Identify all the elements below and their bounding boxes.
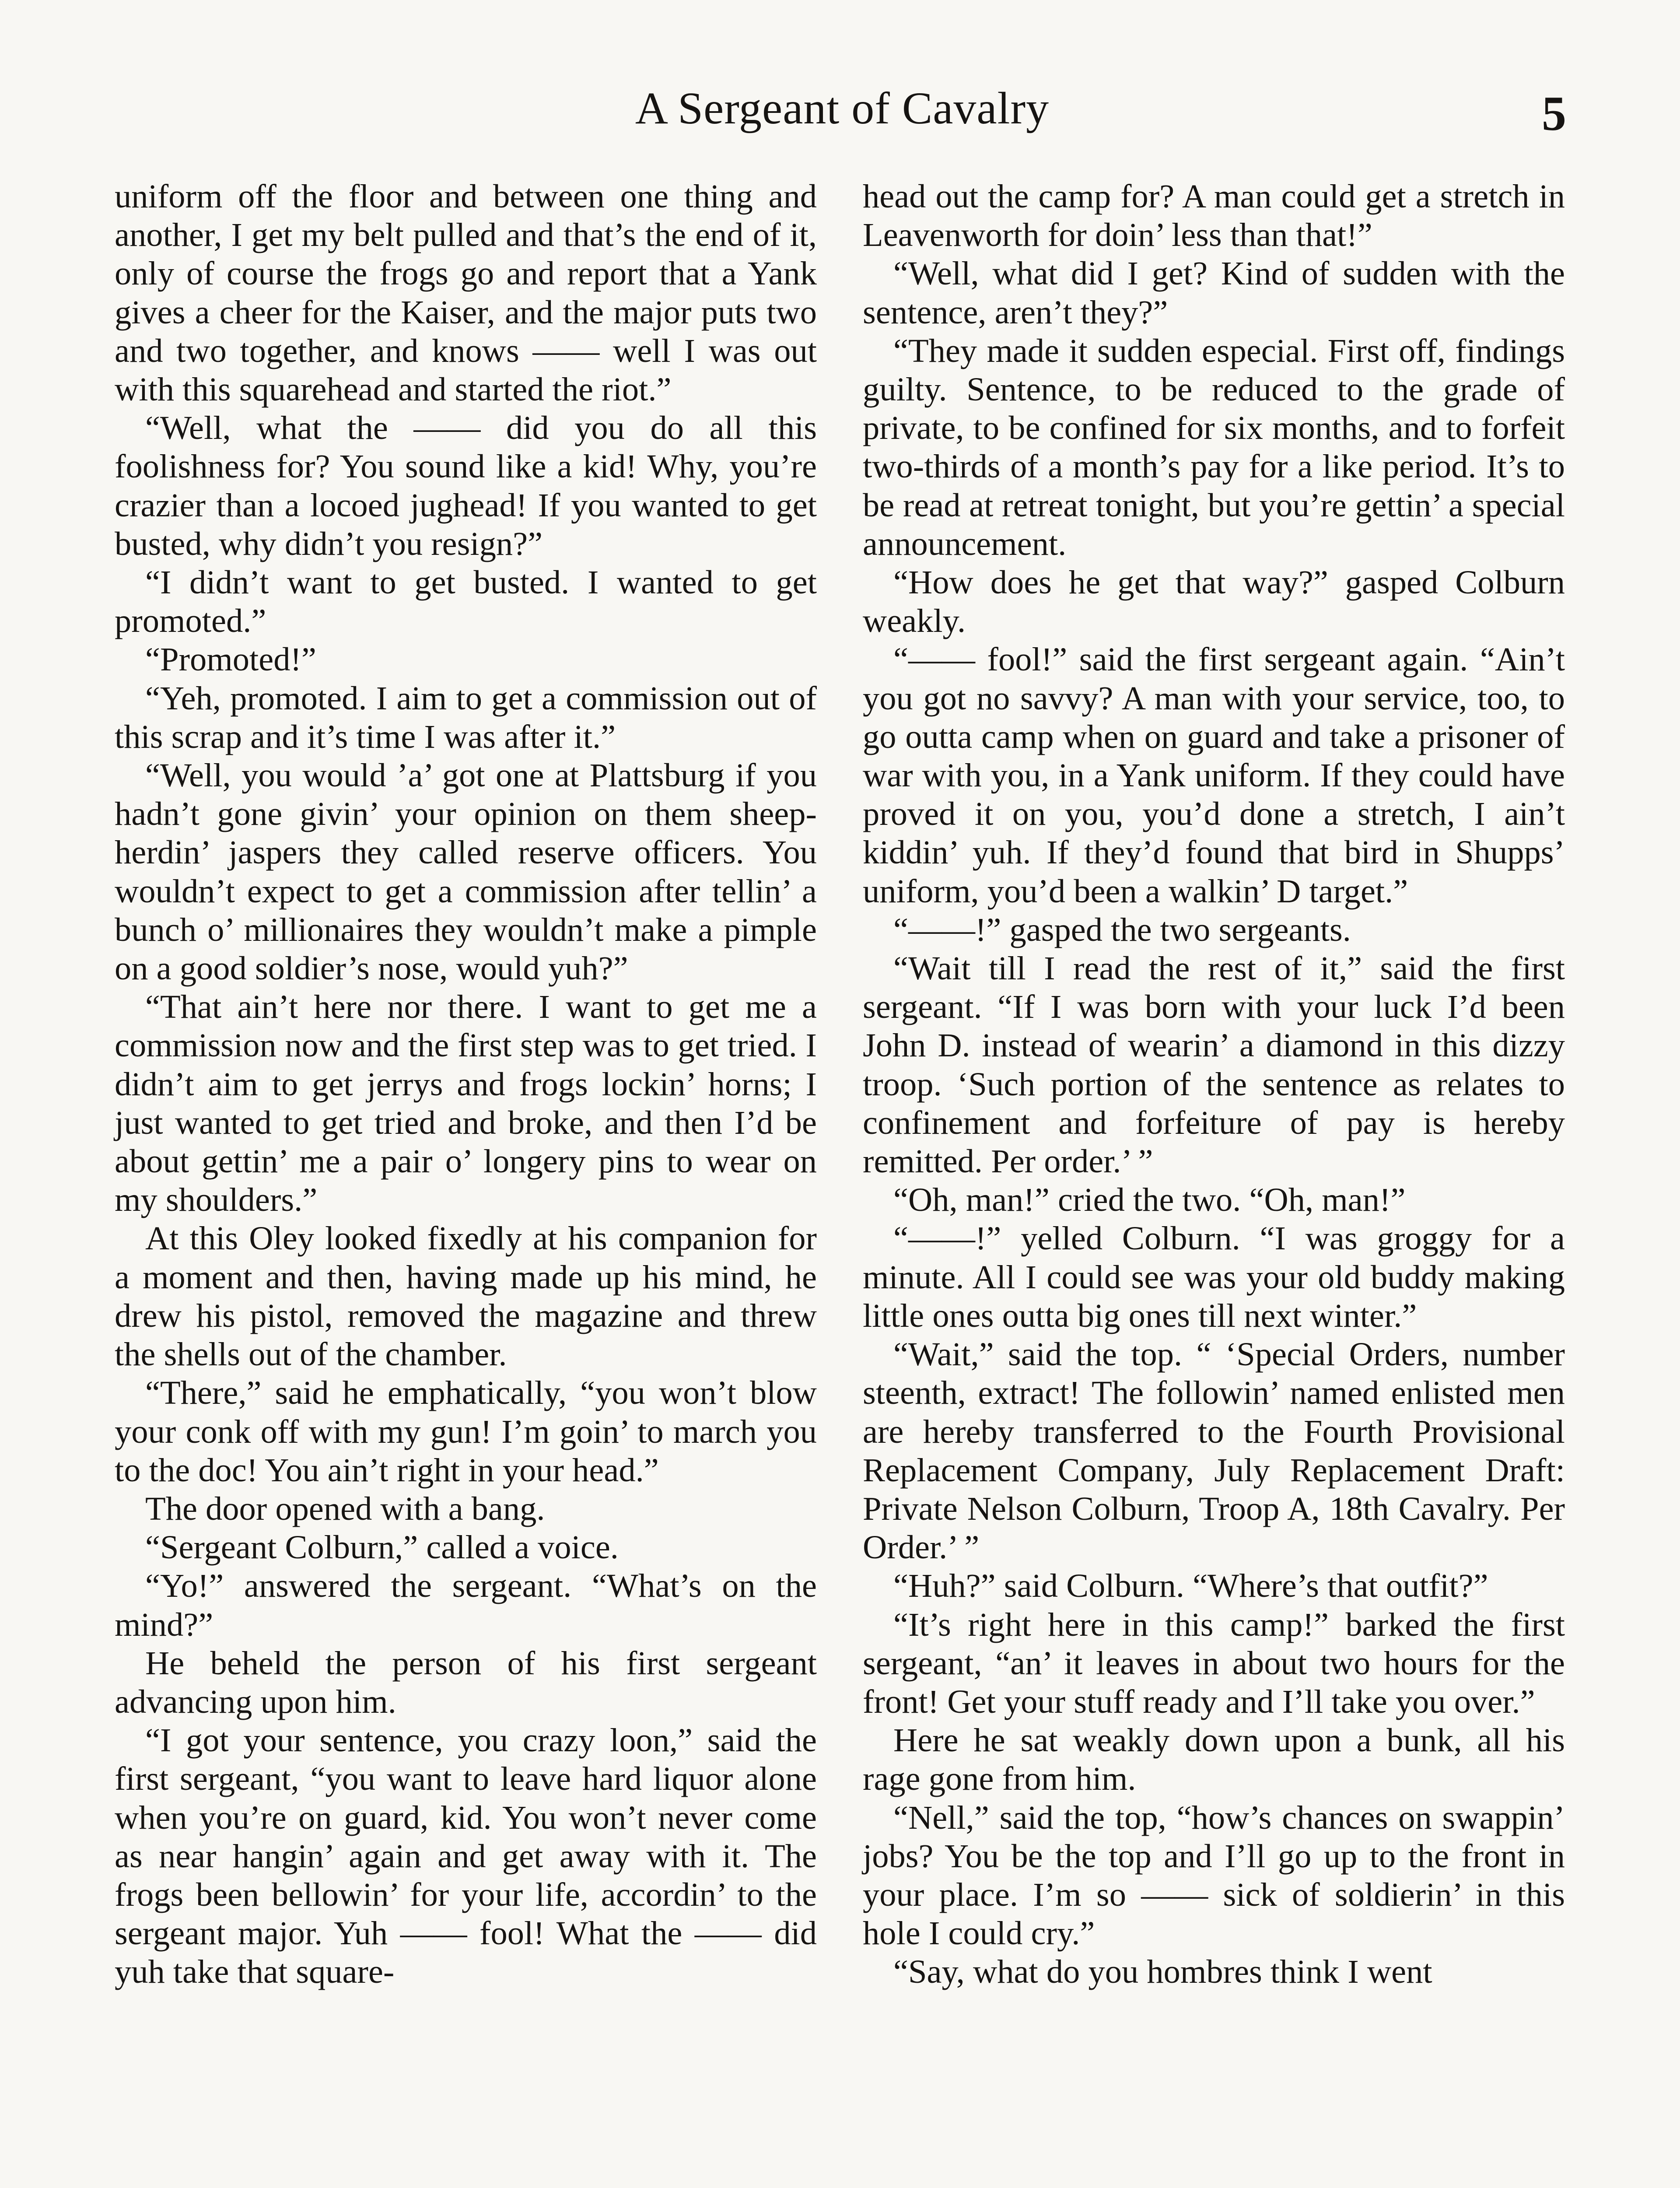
paragraph: The door opened with a bang. — [145, 1490, 545, 1527]
paragraph: “I didn’t want to get busted. I wanted to get promoted.” — [115, 564, 817, 640]
paragraph: “It’s right here in this camp!” barked the first sergeant, “an’ it leaves in about two hours for the front! Get your stuff ready and I’ll take you over.” — [863, 1606, 1565, 1720]
page-header — [118, 74, 1566, 140]
paragraph: “They made it sudden especial. First off, findings guilty. Sentence, to be reduced to the grade of private, to be confined for six months, and to forfeit two-thirds of a month’s pay for a like period. It’s to be read at retreat tonight, but you’re gettin’ a special announcement. — [863, 332, 1565, 562]
right-column — [863, 177, 1565, 1992]
paragraph: “There,” said he emphatically, “you won’t blow your conk off with my gun! I’m goin’ to march you to the doc! You ain’t right in your head.” — [115, 1374, 817, 1489]
paragraph: “Sergeant Colburn,” called a voice. — [145, 1529, 619, 1566]
paragraph: “I got your sentence, you crazy loon,” said the first sergeant, “you want to leave hard liquor alone when you’re on guard, kid. You won’t never come as near hangin’ again and get away with it. The frogs been bellowin’ for your life, accordin’ to the sergeant major. Yuh —— fool! What the —— did yuh take that square- — [115, 1722, 817, 1991]
paragraph: “Huh?” said Colburn. “Where’s that outfit?” — [893, 1567, 1488, 1605]
paragraph: At this Oley looked fixedly at his companion for a moment and then, having made up his mind, he drew his pistol, removed the magazine and threw the shells out of the chamber. — [115, 1220, 817, 1373]
paragraph: “Oh, man!” cried the two. “Oh, man!” — [893, 1181, 1406, 1219]
paragraph: “That ain’t here nor there. I want to get me a commission now and the first step was to get tried. I didn’t aim to get jerrys and frogs lockin’ horns; I just wanted to get tried and broke, and then I’d be about gettin’ me a pair o’ longery pins to wear on my shoulders.” — [115, 988, 817, 1219]
paragraph: He beheld the person of his first sergeant advancing upon him. — [115, 1644, 817, 1720]
paragraph: “Wait till I read the rest of it,” said the first sergeant. “If I was born with your luck I’d been John D. instead of wearin’ a diamond in this dizzy troop. ‘Such portion of the sentence as relates to confinement and forfeiture of pay is hereby remitted. Per order.’ ” — [863, 950, 1565, 1180]
paragraph: “Yo!” answered the sergeant. “What’s on the mind?” — [115, 1567, 817, 1643]
paragraph: “Well, what the —— did you do all this foolishness for? You sound like a kid! Why, you’re crazier than a locoed jughead! If you wanted to get busted, why didn’t you resign?” — [115, 409, 817, 562]
paragraph: “Promoted!” — [145, 641, 316, 678]
page-number: 5 — [1542, 87, 1566, 141]
paragraph: head out the camp for? A man could get a stretch in Leavenworth for doin’ less than that!” — [863, 178, 1565, 254]
paragraph: “Well, you would ’a’ got one at Plattsburg if you hadn’t gone givin’ your opinion on them sheep-herdin’ jaspers they called reserve officers. You wouldn’t expect to get a commission after tellin’ a bunch o’ millionaires they wouldn’t make a pimple on a good soldier’s nose, would yuh?” — [115, 757, 817, 987]
paragraph: “——!” gasped the two sergeants. — [893, 911, 1351, 948]
running-title: A Sergeant of Cavalry — [635, 83, 1050, 133]
paragraph: “Wait,” said the top. “ ‘Special Orders, number steenth, extract! The followin’ named enlisted men are hereby transferred to the Fourth Provisional Replacement Company, July Replacement Draft: Private Nelson Colburn, Troop A, 18th Cavalry. Per Order.’ ” — [863, 1336, 1565, 1566]
paragraph: “—— fool!” said the first sergeant again. “Ain’t you got no savvy? A man with your service, too, to go outta camp when on guard and take a prisoner of war with you, in a Yank uniform. If they could have proved it on you, you’d done a stretch, I ain’t kiddin’ yuh. If they’d found that bird in Shupps’ uniform, you’d been a walkin’ D target.” — [863, 641, 1565, 910]
paragraph: uniform off the floor and between one thing and another, I get my belt pulled and that’s the end of it, only of course the frogs go and report that a Yank gives a cheer for the Kaiser, and the major puts two and two together, and knows —— well I was out with this squarehead and started the riot.” — [115, 178, 817, 408]
paragraph: Here he sat weakly down upon a bunk, all his rage gone from him. — [863, 1722, 1565, 1798]
paragraph: “——!” yelled Colburn. “I was groggy for a minute. All I could see was your old buddy making little ones outta big ones till next winter.” — [863, 1220, 1565, 1334]
paragraph: “How does he get that way?” gasped Colburn weakly. — [863, 564, 1565, 640]
paragraph: “Nell,” said the top, “how’s chances on swappin’ jobs? You be the top and I’ll go up to the front in your place. I’m so —— sick of soldierin’ in this hole I could cry.” — [863, 1799, 1565, 1952]
paragraph: “Well, what did I get? Kind of sudden with the sentence, aren’t they?” — [863, 255, 1565, 331]
paragraph: “Say, what do you hombres think I went — [893, 1953, 1432, 1991]
paragraph: “Yeh, promoted. I aim to get a commission out of this scrap and it’s time I was after it.” — [115, 679, 817, 755]
left-column — [115, 177, 817, 1992]
